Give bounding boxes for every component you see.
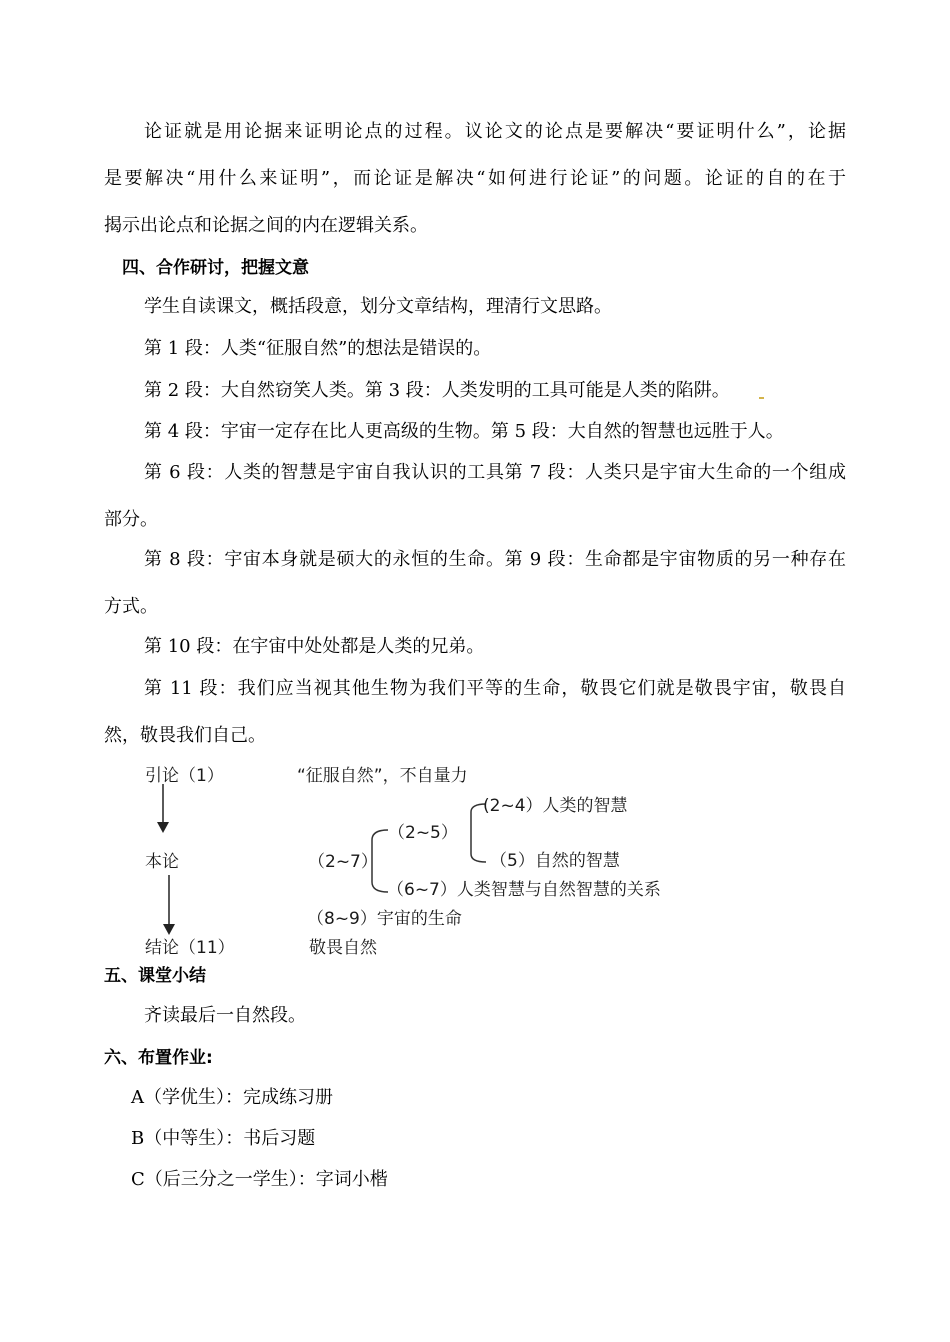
diagram-intro-desc: “征服自然”，不自量力	[297, 766, 468, 786]
section-4-task: 学生自读课文，概括段意，划分文章结构，理清行文思路。	[144, 296, 612, 317]
diagram-universe-life: （8~9）宇宙的生命	[307, 909, 462, 929]
paragraph-summary-11-line-1: 第 11 段：我们应当视其他生物为我们平等的生命，敬畏它们就是敬畏宇宙，敬畏自	[144, 678, 846, 699]
highlight-mark	[759, 397, 764, 399]
diagram-conclusion-desc: 敬畏自然	[309, 938, 377, 958]
arrow-body-to-conclusion-head	[163, 924, 175, 935]
structure-diagram	[100, 760, 700, 970]
paragraph-summary-10: 第 10 段：在宇宙中处处都是人类的兄弟。	[144, 636, 485, 657]
diagram-conclusion-label: 结论（11）	[145, 938, 235, 958]
section-4-heading: 四、合作研讨，把握文意	[122, 258, 309, 278]
paragraph-summary-6-7-line-2: 部分。	[104, 509, 158, 530]
paragraph-summary-6-7-line-1: 第 6 段：人类的智慧是宇宙自我认识的工具第 7 段：人类只是宇宙大生命的一个组成	[144, 462, 846, 483]
intro-paragraph-line-1: 论证就是用论据来证明论点的过程。议论文的论点是要解决“要证明什么”，论据	[144, 121, 846, 142]
homework-b: B（中等生）：书后习题	[131, 1128, 316, 1149]
paragraph-summary-8-9-line-2: 方式。	[104, 596, 158, 617]
diagram-body-label: 本论	[145, 852, 179, 872]
homework-c: C（后三分之一学生）：字词小楷	[131, 1169, 388, 1190]
diagram-nature-wisdom: （5）自然的智慧	[490, 851, 620, 871]
paragraph-summary-11-line-2: 然，敬畏我们自己。	[104, 725, 266, 746]
diagram-sub-range: （2~5）	[388, 823, 458, 843]
diagram-human-wisdom: (2~4）人类的智慧	[483, 796, 628, 816]
intro-paragraph-line-3: 揭示出论点和论据之间的内在逻辑关系。	[104, 215, 428, 236]
diagram-body-range: （2~7）	[308, 852, 378, 872]
section-5-text: 齐读最后一自然段。	[144, 1005, 306, 1026]
section-6-heading: 六、布置作业:	[104, 1048, 213, 1068]
arrow-intro-to-body-head	[157, 822, 169, 833]
intro-paragraph-line-2: 是要解决“用什么来证明”，而论证是解决“如何进行论证”的问题。论证的自的在于	[104, 168, 846, 189]
section-5-heading: 五、课堂小结	[104, 966, 206, 986]
paragraph-summary-8-9-line-1: 第 8 段：宇宙本身就是硕大的永恒的生命。第 9 段：生命都是宇宙物质的另一种存在	[144, 549, 846, 570]
paragraph-summary-2-3: 第 2 段：大自然窃笑人类。第 3 段：人类发明的工具可能是人类的陷阱。	[144, 380, 730, 401]
paragraph-summary-1: 第 1 段：人类“征服自然”的想法是错误的。	[144, 338, 492, 359]
diagram-intro-label: 引论（1）	[145, 766, 224, 786]
diagram-relation: （6~7）人类智慧与自然智慧的关系	[387, 880, 661, 900]
paragraph-summary-4-5: 第 4 段：宇宙一定存在比人更高级的生物。第 5 段：大自然的智慧也远胜于人。	[144, 421, 784, 442]
homework-a: A（学优生）：完成练习册	[131, 1087, 333, 1108]
